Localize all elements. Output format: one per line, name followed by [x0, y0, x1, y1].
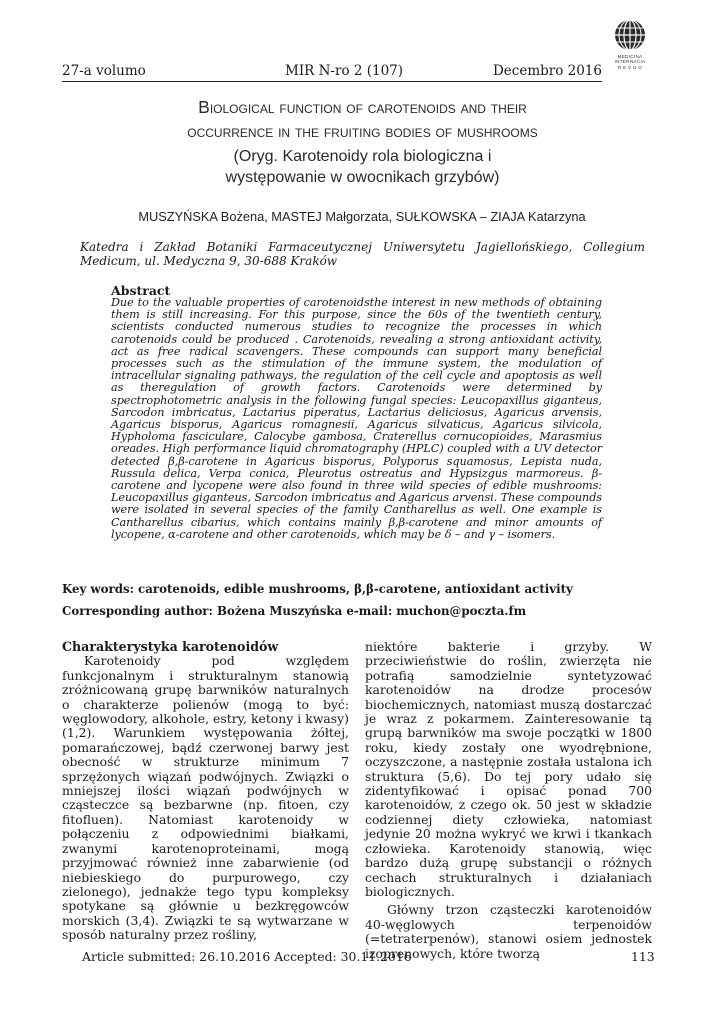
globe-icon [606, 18, 654, 54]
issue-label: MIR N-ro 2 (107) [285, 63, 404, 79]
date-label: Decembro 2016 [492, 63, 602, 79]
journal-logo [606, 18, 654, 88]
author-list: MUSZYŃSKA Bożena, MASTEJ Małgorzata, SUŁKOWSKA – ZIAJA Katarzyna [138, 209, 586, 224]
body-paragraph: Główny trzon cząsteczki karotenoidów 40-węglowych terpenoidów (=tetraterpenów), stanowi osiem jednostek izoprenowych, które tworzą [365, 902, 652, 961]
body-paragraph: Karotenoidy pod względem funkcjonalnym i strukturalnym stanowią zróżnicowaną grupę barwników naturalnych o charakterze polienów (mogą to być: węglowodory, alkohole, estry, ketony i kwasy) (1,2). Warunkiem występowania żółtej, pomarańczowej, bądź czerwonej barwy jest obecność w strukturze minimum 7 sprzężonych wiązań podwójnych. Związki o mniejszej ilości wiązań podwójnych w cząsteczce są bezbarwne (np. fitoen, czy fitofluen). Natomiast karotenoidy w połączeniu z odpowiednimi białkami, zwanymi karotenoproteinami, mogą przyjmować również inne zabarwienie (od niebieskiego do purpurowego, czy zielonego), jednakże tego typu kompleksy spotykane są głównie u bezkręgowców morskich (3,4). Związki te są wytwarzane w sposób naturalny przez rośliny, [62, 653, 349, 943]
corresponding-author: Corresponding author: Bożena Muszyńska e-mail: muchon@poczta.fm [62, 604, 527, 618]
abstract-text: Due to the valuable properties of carotenoidsthe interest in new methods of obtaining them is still increasing. For this purpose, since the 60s of the twentieth century, scientists conducted numerous studies to recognize the processes in which carotenoids could be produced . Carotenoids, revealing a strong antioxidant activity, act as free radical scavengers. These compounds can support many beneficial processes such as the stimulation of the immune system, the modulation of intracellular signaling pathways, the regulation of the cell cycle and apoptosis as well as theregulation of growth factors. Carotenoids were determined by spectrophotometric analysis in the following fungal species: Leucopaxillus giganteus, Sarcodon imbricatus, Lactarius piperatus, Lactarius deliciosus, Agaricus arvensis, Agaricus bisporus, Agaricus romagnesii, Agaricus silvaticus, Agaricus silvicola, Hypholoma fasciculare, Calocybe gambosa, Craterellus cornucopioides, Marasmius oreades. High performance liquid chromatography (HPLC) coupled with a UV detector detected β,β-carotene in Agaricus bisporus, Polyporus squamosus, Lepista nuda, Russula delica, Verpa conica, Pleurotus ostreatus and Hypsizgus marmoreus. β-carotene and lycopene were also found in three wild species of edible mushrooms: Leucopaxillus giganteus, Sarcodon imbricatus and Agaricus arvensi. These compounds were isolated in several species of the family Cantharellus as well. One example is Cantharellus cibarius, which contains mainly β,β-carotene and minor amounts of lycopene, α-carotene and other carotenoids, which may be δ – and γ – isomers. [111, 296, 602, 541]
running-header [62, 63, 602, 81]
abstract-heading: Abstract [111, 283, 171, 298]
keywords: Key words: carotenoids, edible mushrooms, β,β-carotene, antioxidant activity [62, 582, 573, 596]
volume-label: 27-a volumo [62, 63, 146, 79]
body-column-left [62, 640, 349, 943]
submission-dates: Article submitted: 26.10.2016 Accepted: 30.11.2016 [82, 949, 412, 964]
section-heading: Charakterystyka karotenoidów [62, 639, 279, 654]
original-title: (Oryg. Karotenoidy rola biologiczna i występowanie w owocnikach grzybów) [225, 148, 500, 186]
page-number: 113 [631, 949, 655, 964]
header-divider [62, 81, 602, 82]
article-title: Biological function of carotenoids and their occurrence in the fruiting bodies of mushrooms [187, 97, 538, 141]
affiliation: Katedra i Zakład Botaniki Farmaceutycznej Uniwersytetu Jagiellońskiego, Collegium Medicum, ul. Medyczna 9, 30-688 Kraków [80, 240, 645, 268]
body-column-right [365, 640, 652, 961]
body-paragraph: niektóre bakterie i grzyby. W przeciwieństwie do roślin, zwierzęta nie potrafią samodzielnie syntetyzować karotenoidów na drodze procesów biochemicznych, natomiast muszą dostarczać je wraz z pokarmem. Zainteresowanie tą grupą barwników ma swoje początki w 1800 roku, kiedy zostały one wyodrębnione, oczyszczone, a następnie została ustalona ich struktura (5,6). Do tej pory udało się zidentyfikować i opisać ponad 700 karotenoidów, z czego ok. 50 jest w składzie codziennej diety człowieka, natomiast jedynie 20 można wykryć we krwi i tkankach człowieka. Karotenoidy stanowią, więc bardzo dużą grupę substancji o różnych cechach strukturalnych i działaniach biologicznych. [365, 639, 652, 899]
logo-caption: MEDICINA INTERNACIA R E V U O [614, 54, 646, 70]
